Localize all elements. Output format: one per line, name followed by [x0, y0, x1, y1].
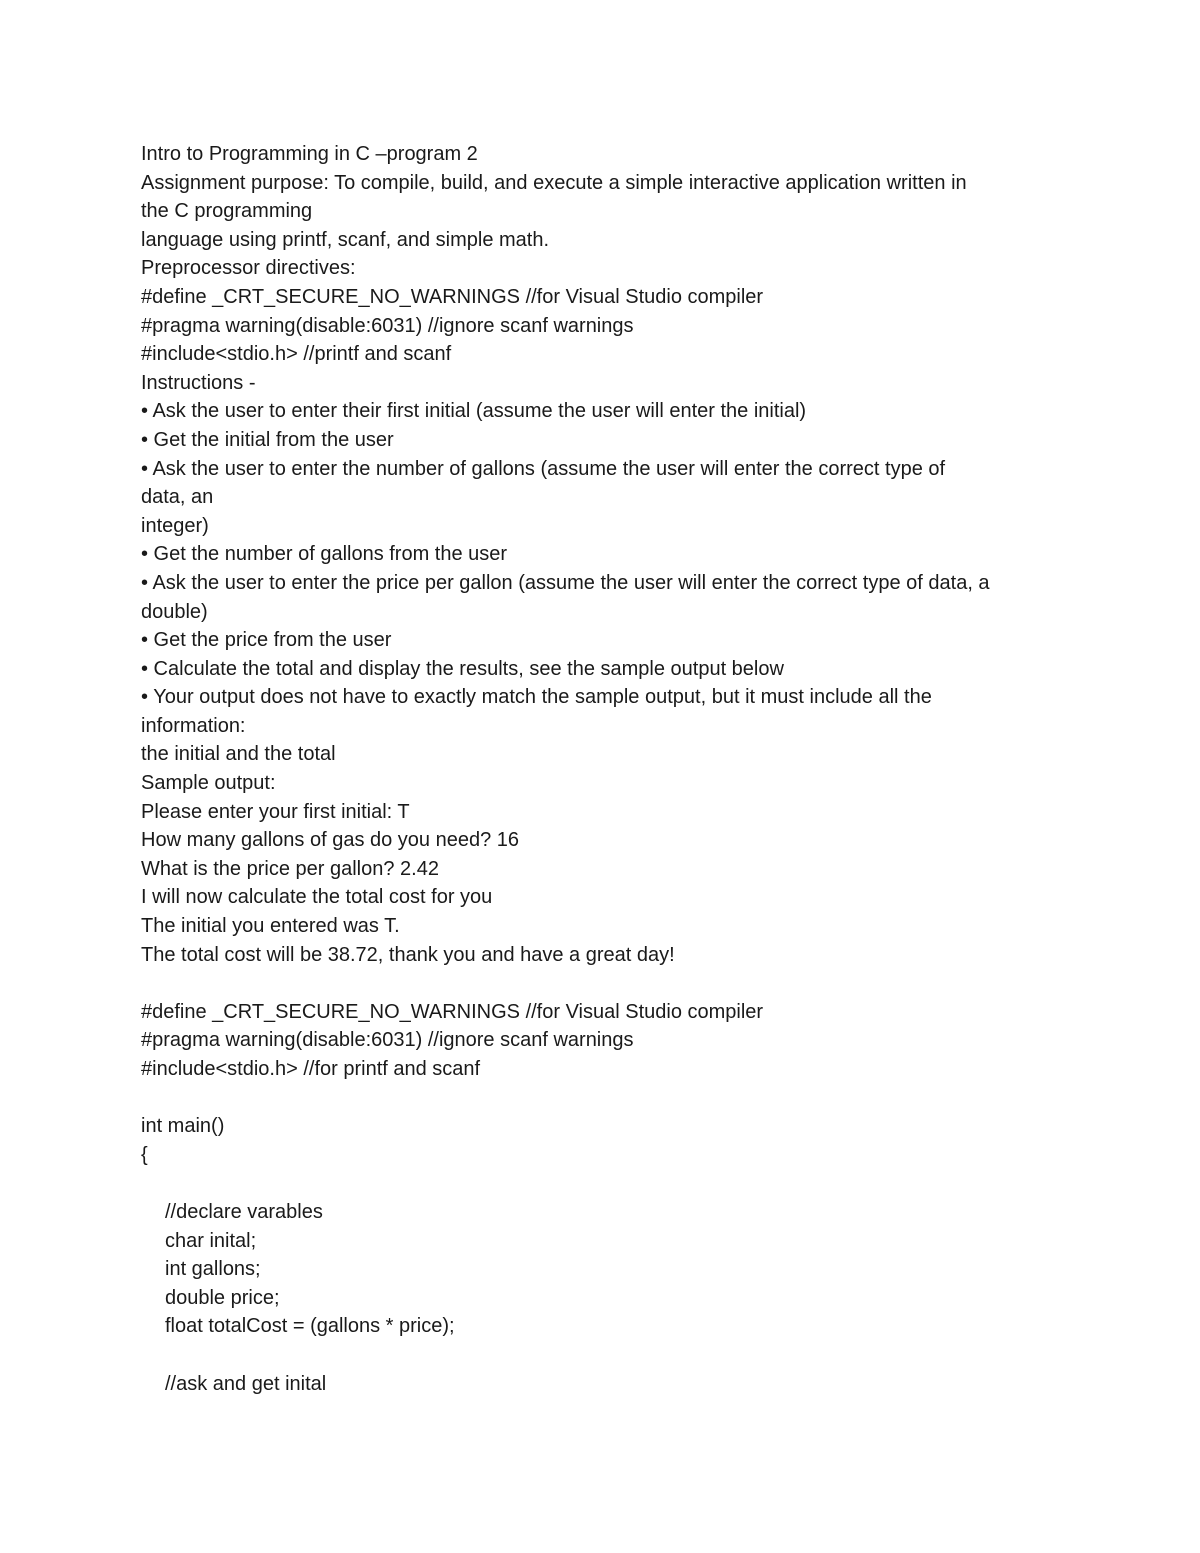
sample-output-line: The total cost will be 38.72, thank you and have a great day! [141, 943, 675, 966]
list-item: • Calculate the total and display the results, see the sample output below [141, 657, 784, 680]
list-item: • Get the number of gallons from the user [141, 543, 508, 566]
text-line: Assignment purpose: To compile, build, and execute a simple interactive application written in [141, 171, 967, 194]
text-line: the C programming [141, 200, 313, 223]
code-line: //ask and get inital [165, 1372, 327, 1395]
list-item: • Ask the user to enter the number of gallons (assume the user will enter the correct type of [141, 457, 946, 480]
code-line: char inital; [165, 1229, 257, 1252]
sample-output-line: How many gallons of gas do you need? 16 [141, 829, 520, 852]
text-line: Instructions - [141, 371, 256, 394]
text-line: data, an [141, 486, 214, 509]
code-line: #include<stdio.h> //for printf and scanf [141, 1058, 481, 1080]
text-line: information: [141, 714, 246, 737]
list-item: • Ask the user to enter the price per gallon (assume the user will enter the correct type of data, a [141, 571, 990, 594]
text-line: Preprocessor directives: [141, 257, 356, 280]
text-line: Sample output: [141, 772, 276, 795]
code-line: #pragma warning(disable:6031) //ignore scanf warnings [141, 1029, 634, 1052]
code-line: double price; [165, 1286, 280, 1309]
code-line: int gallons; [165, 1258, 261, 1281]
code-line: int main() [141, 1115, 225, 1138]
text-line: #include<stdio.h> //printf and scanf [141, 343, 452, 366]
code-line: #define _CRT_SECURE_NO_WARNINGS //for Visual Studio compiler [141, 1000, 764, 1023]
document-title: Intro to Programming in C –program 2 [141, 143, 478, 165]
text-line: double) [141, 600, 208, 623]
blank-line [141, 969, 1071, 998]
list-item: • Get the initial from the user [141, 428, 394, 451]
code-line: float totalCost = (gallons * price); [165, 1315, 455, 1338]
list-item: • Ask the user to enter their first initial (assume the user will enter the initial) [141, 400, 807, 423]
text-line: #define _CRT_SECURE_NO_WARNINGS //for Visual Studio compiler [141, 285, 764, 308]
list-item: • Get the price from the user [141, 629, 392, 652]
text-line: the initial and the total [141, 743, 336, 766]
sample-output-line: Please enter your first initial: T [141, 800, 410, 823]
document-content [141, 140, 1071, 1398]
blank-line [141, 1084, 1071, 1113]
sample-output-line: I will now calculate the total cost for you [141, 886, 493, 909]
text-line: language using printf, scanf, and simple math. [141, 228, 550, 251]
code-line: { [141, 1143, 148, 1166]
blank-line [141, 1169, 1071, 1198]
list-item: • Your output does not have to exactly match the sample output, but it must include all the [141, 686, 932, 709]
code-line: //declare varables [165, 1200, 323, 1223]
text-line: integer) [141, 514, 209, 537]
sample-output-line: What is the price per gallon? 2.42 [141, 857, 439, 880]
text-line: #pragma warning(disable:6031) //ignore scanf warnings [141, 314, 634, 337]
sample-output-line: The initial you entered was T. [141, 915, 400, 938]
blank-line [141, 1341, 1071, 1370]
